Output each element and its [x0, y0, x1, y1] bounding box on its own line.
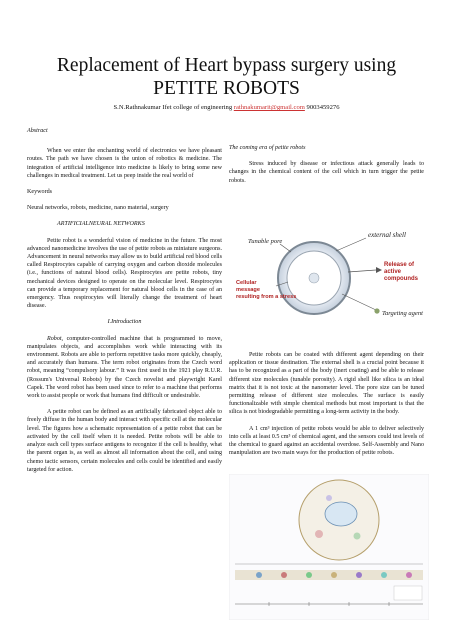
keywords-text: Neural networks, robots, medicine, nano material, surgery [27, 205, 169, 212]
label-release: Release of active compounds [384, 262, 418, 282]
intro-paragraph-2: A petite robot can be defined as an artificially fabricated object able to freely diffuse in the human body and interact with specific cell at the molecular level. The figures how a schematic representation of a petite robot that can be activated by the cell itself when it is needed. Petite robots will be able to analyze each cell types surface antigens to recognize if the cell is healthy, what the parent organ is, as well as almost all information about the cell, and using chemo tactic sensors, certain molecules and cells could be identified and easily targeted for action. [27, 409, 222, 473]
legend-box [394, 586, 422, 600]
pore-pointer [280, 244, 291, 252]
ann-heading: ARTIFICIALNEURAL NETWORKS [57, 221, 145, 228]
organelle-2 [354, 533, 361, 540]
release-arrowhead [376, 267, 382, 273]
right-column-middle [229, 351, 424, 465]
coating-paragraph: Petite robots can be coated with different agent depending on their application or tissue destination. The external shell is a crucial point because it has to be recognized as a part of the body (inert coating) and be able to release different size molecules (tunable porosity). A rigid shell like silica is an ideal matrix that it is not toxic at the nanometer level. The pore size can be tuned permitting release of different size molecules. The surface is easily functionalizable with simple chemical methods but most important is that the silica is not biodegradable permitting a long-term activity in the body. [229, 352, 424, 416]
targeting-agent-marker [374, 308, 379, 313]
future-heading: The coming era of petite robots [229, 145, 306, 151]
injection-paragraph: A 1 cm³ injection of petite robots would be able to deliver selectively into cells at least 0.5 cm³ of chemical agent, and the sensors could test levels of the chemical to guard against an accidental overdose. Self-Assembly and Nano manipulation are two main ways for the production of petite robots. [229, 425, 424, 457]
title-line-2: PETITE ROBOTS [153, 78, 300, 99]
robot-center-dot [309, 273, 319, 283]
abstract-heading: Abstract [27, 128, 48, 134]
ann-text: Petite robot is a wonderful vision of medicine in the future. The most advanced nanomedicine involves the use of petite robots as miniature surgeons. Advancement in neural networks may allow us to build artificial red blood cells called Respirocytes capable of carrying oxygen and carbon dioxide molecules (i.e., functions of natural blood cells). Respirocytes are petite robots, tiny mechanical devices designed to operate on the molecular level. Respirocytes can provide a temporary replacement for natural blood cells in the case of an emergency. Thus respirocytes will literally change the treatment of heart disease. [27, 237, 222, 310]
intro-heading: I.Introduction [107, 319, 142, 326]
author-phone: 9003459276 [304, 104, 340, 111]
intro-robot-term: Robot, [47, 335, 64, 342]
left-column [27, 127, 222, 482]
future-text: Stress induced by disease or infectious attack generally leads to changes in the chemical content of the cell which in turn trigger the petite robots. [229, 161, 424, 184]
author-email[interactable]: rathnakumarit@gmail.com [233, 104, 305, 111]
targeting-pointer [342, 294, 376, 310]
intro-paragraph-1-text: computer-controlled machine that is programmed to move, manipulates objects, and accomplishes work while interacting with its environment. Robots are able to perform repetitive tasks more quickly, cheaply, and accurately than humans. The term robot originates from the Czech word robot, meaning “compulsory labour.” It was first used in the 1921 play R.U.R. (Rossum's Universal Robots) by the Czech novelist and playwright Karel Capek. The word robot has been used since to refer to a machine that performs work to assist people or work that humans find difficult or undesirable. [27, 335, 222, 400]
membrane-band [235, 570, 423, 580]
abstract-text: When we enter the enchanting world of electronics we have pleasant routes. The path we have chosen is the union of robotics & medicine. The integration of artificial intelligence into medicine is likely to bring some new challenges in medical treatment. Let us peep inside the real world of [27, 148, 222, 179]
label-external-shell: external shell [368, 231, 406, 239]
label-targeting-agent: Targeting agent [382, 310, 423, 317]
production-diagram [229, 474, 429, 620]
intro-paragraph-1 [27, 335, 222, 401]
author-line [0, 104, 453, 111]
label-tunable-pore: Tunable pore [248, 238, 283, 245]
title-line-1: Replacement of Heart bypass surgery using [56, 55, 397, 76]
petite-robot-diagram [236, 222, 424, 344]
organelle-1 [315, 530, 323, 538]
organelle-3 [326, 495, 332, 501]
right-column-top [229, 144, 424, 193]
author-affiliation: S.N.Rathnakumar Ifet college of engineering [113, 104, 234, 111]
paper-title [30, 54, 423, 100]
nucleus [325, 502, 357, 526]
release-arrow [348, 270, 376, 272]
keywords-heading: Keywords [27, 189, 53, 196]
shell-pointer [336, 238, 366, 251]
label-cellular-message: Cellular message resulting from a stress [236, 280, 297, 300]
